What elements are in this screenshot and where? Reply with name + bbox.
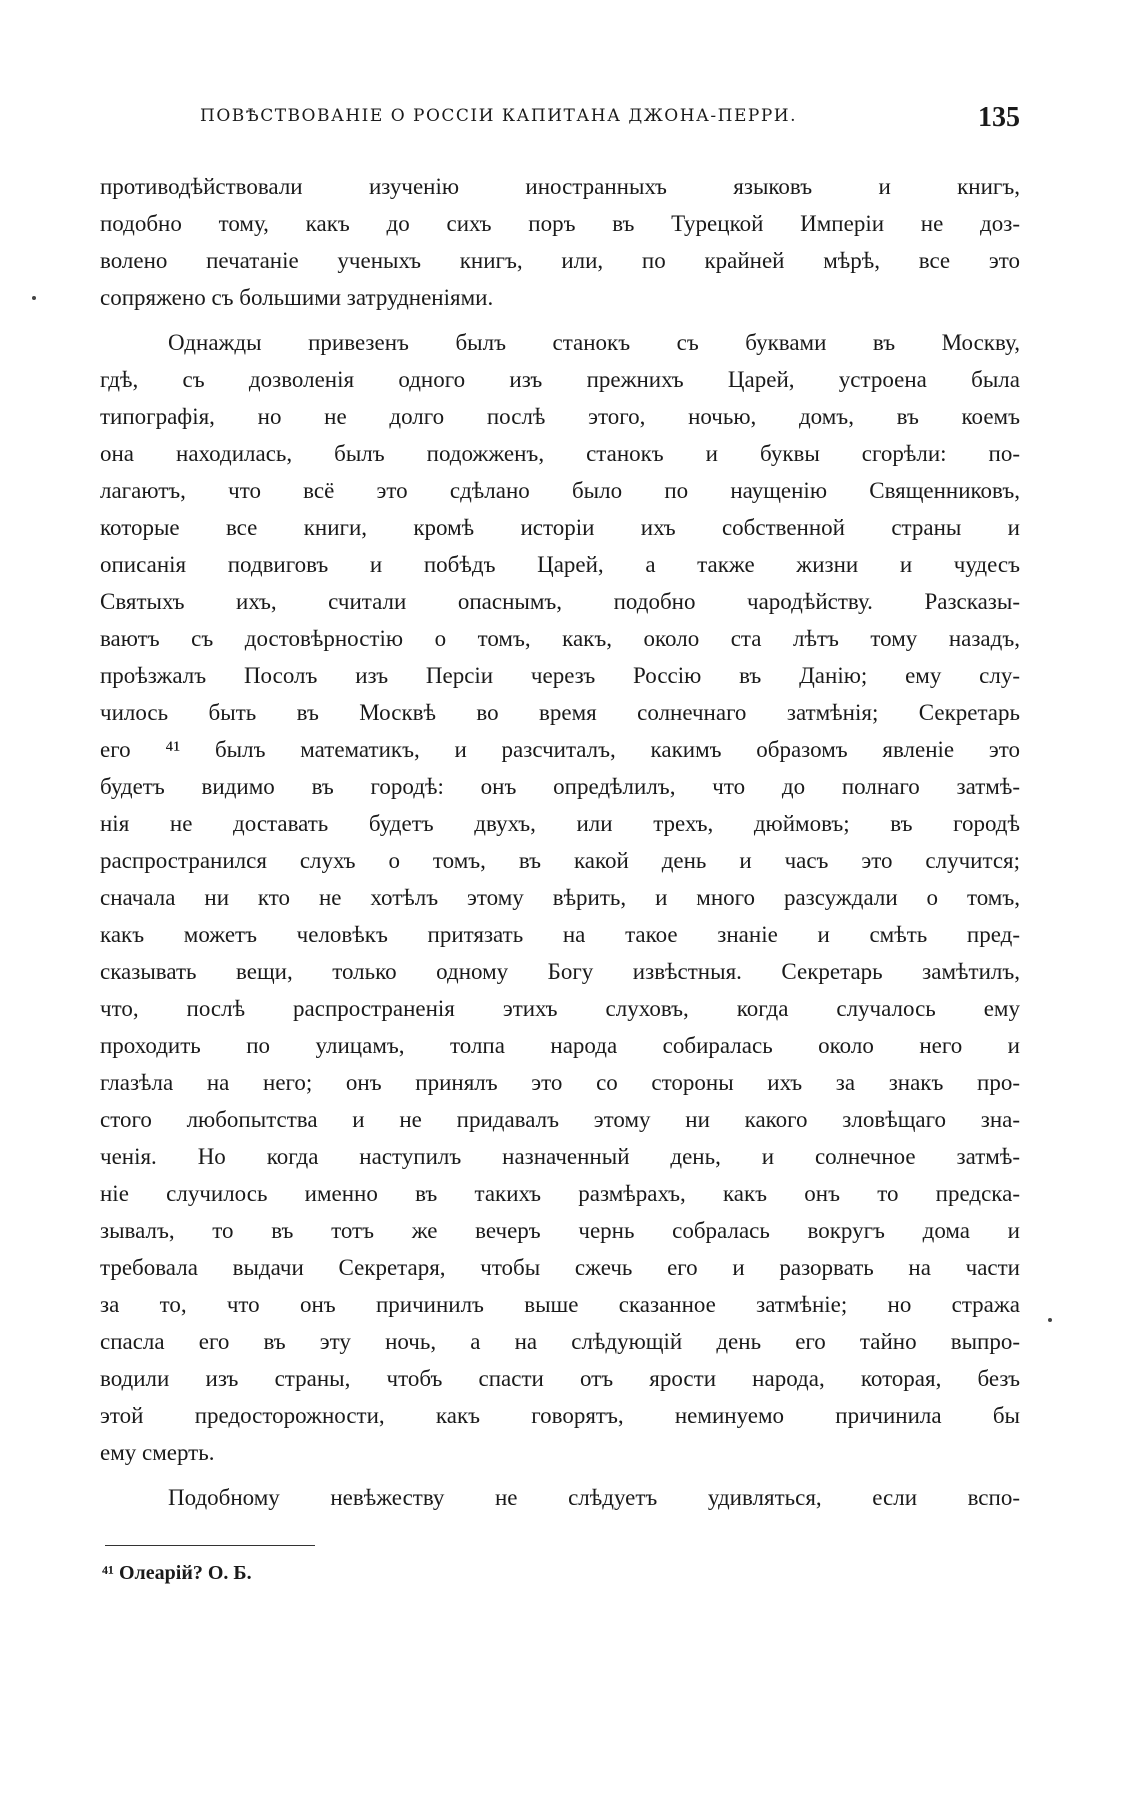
running-head <box>200 102 1020 142</box>
text-line: волено печатаніе ученыхъ книгъ, или, по крайней мѣрѣ, все это <box>100 248 1020 273</box>
text-line: ваютъ съ достовѣрностію о томъ, какъ, около ста лѣтъ тому назадъ, <box>100 626 1020 651</box>
text-line: водили изъ страны, чтобъ спасти отъ ярости народа, которая, безъ <box>100 1366 1020 1391</box>
text-line: противодѣйствовали изученію иностранныхъ языковъ и книгъ, <box>100 174 1020 199</box>
page-number: 135 <box>978 102 1020 133</box>
text-line: глазѣла на него; онъ принялъ это со стороны ихъ за знакъ про- <box>100 1070 1020 1095</box>
text-line: его ⁴¹ былъ математикъ, и разсчиталъ, какимъ образомъ явленіе это <box>100 737 1020 762</box>
text-line: она находилась, былъ подожженъ, станокъ и буквы сгорѣли: по- <box>100 441 1020 466</box>
text-line: нія не доставать будетъ двухъ, или трехъ, дюймовъ; въ городѣ <box>100 811 1020 836</box>
text-line: стого любопытства и не придавалъ этому ни какого зловѣщаго зна- <box>100 1107 1020 1132</box>
text-line: зывалъ, то въ тотъ же вечеръ чернь собралась вокругъ дома и <box>100 1218 1020 1243</box>
margin-speck <box>32 296 36 300</box>
text-line: ему смерть. <box>100 1440 215 1465</box>
text-line: за то, что онъ причинилъ выше сказанное затмѣніе; но стража <box>100 1292 1020 1317</box>
text-line: Однажды привезенъ былъ станокъ съ буквами въ Москву, <box>168 330 1020 355</box>
footnote: ⁴¹ Олеарій? О. Б. <box>102 1562 252 1584</box>
text-line: гдѣ, съ дозволенія одного изъ прежнихъ Царей, устроена была <box>100 367 1020 392</box>
paragraph-1 <box>100 168 1020 316</box>
text-line: чилось быть въ Москвѣ во время солнечнаго затмѣнія; Секретарь <box>100 700 1020 725</box>
paragraph-3 <box>100 1479 1020 1516</box>
text-line: какъ можетъ человѣкъ притязать на такое знаніе и смѣть пред- <box>100 922 1020 947</box>
text-line: которые все книги, кромѣ исторіи ихъ собственной страны и <box>100 515 1020 540</box>
text-line: сказывать вещи, только одному Богу извѣстныя. Секретарь замѣтилъ, <box>100 959 1020 984</box>
text-line: что, послѣ распространенія этихъ слуховъ, когда случалось ему <box>100 996 1020 1021</box>
text-line: Подобному невѣжеству не слѣдуетъ удивляться, если вспо- <box>168 1485 1020 1510</box>
footnote-divider <box>105 1545 315 1546</box>
text-line: описанія подвиговъ и побѣдъ Царей, а также жизни и чудесъ <box>100 552 1020 577</box>
text-line: этой предосторожности, какъ говорятъ, неминуемо причинила бы <box>100 1403 1020 1428</box>
text-line: ченія. Но когда наступилъ назначенный день, и солнечное затмѣ- <box>100 1144 1020 1169</box>
text-line: проходить по улицамъ, толпа народа собиралась около него и <box>100 1033 1020 1058</box>
text-line: подобно тому, какъ до сихъ поръ въ Турецкой Имперіи не доз- <box>100 211 1020 236</box>
running-title: ПОВѢСТВОВАНІЕ О РОССІИ КАПИТАНА ДЖОНА-ПЕРРИ. <box>200 106 798 126</box>
text-line: лагаютъ, что всё это сдѣлано было по наущенію Священниковъ, <box>100 478 1020 503</box>
text-line: Святыхъ ихъ, считали опаснымъ, подобно чародѣйству. Разсказы- <box>100 589 1020 614</box>
text-line: будетъ видимо въ городѣ: онъ опредѣлилъ, что до полнаго затмѣ- <box>100 774 1020 799</box>
paragraph-2 <box>100 324 1020 1471</box>
text-line: требовала выдачи Секретаря, чтобы сжечь его и разорвать на части <box>100 1255 1020 1280</box>
text-line: спасла его въ эту ночь, а на слѣдующій день его тайно выпро- <box>100 1329 1020 1354</box>
text-line: ніе случилось именно въ такихъ размѣрахъ, какъ онъ то предска- <box>100 1181 1020 1206</box>
text-line: типографія, но не долго послѣ этого, ночью, домъ, въ коемъ <box>100 404 1020 429</box>
text-line: проѣзжалъ Посолъ изъ Персіи черезъ Россію въ Данію; ему слу- <box>100 663 1020 688</box>
margin-speck <box>1048 1318 1052 1322</box>
text-line: распространился слухъ о томъ, въ какой день и часъ это случится; <box>100 848 1020 873</box>
text-line: сопряжено съ большими затрудненіями. <box>100 285 494 310</box>
text-line: сначала ни кто не хотѣлъ этому вѣрить, и много разсуждали о томъ, <box>100 885 1020 910</box>
body-text <box>100 168 1020 1516</box>
